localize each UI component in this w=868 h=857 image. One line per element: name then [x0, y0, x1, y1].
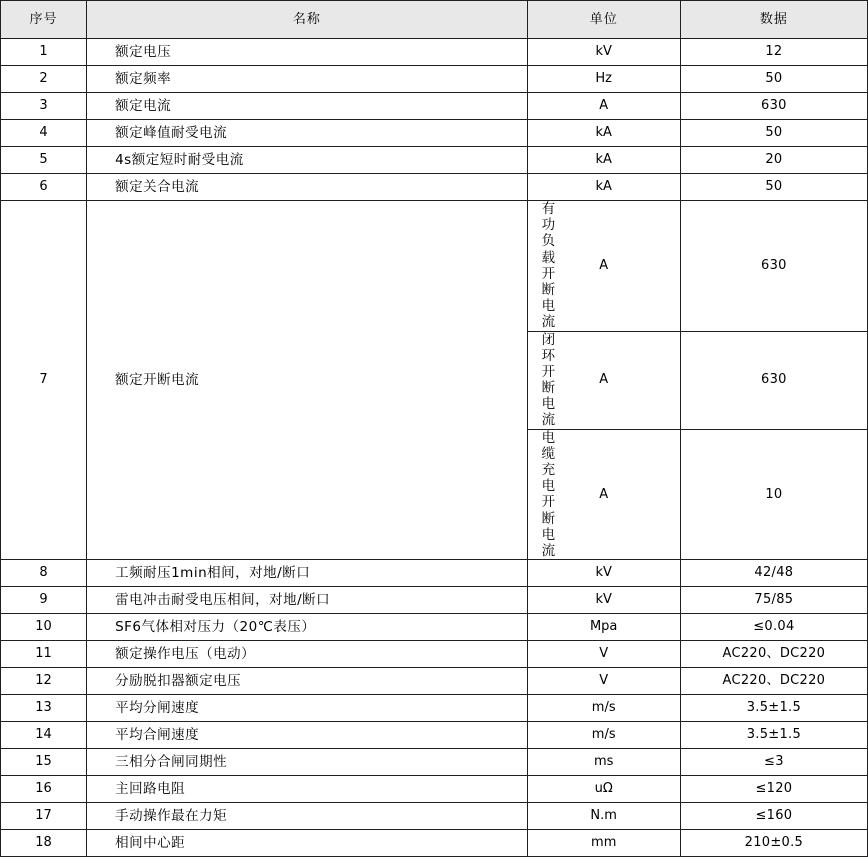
cell-no: 7: [1, 201, 87, 560]
cell-unit: kV: [527, 39, 680, 66]
cell-name: 额定电压: [87, 39, 528, 66]
cell-data: ≤3: [680, 749, 867, 776]
cell-no: 13: [1, 695, 87, 722]
cell-data: 3.5±1.5: [680, 722, 867, 749]
table-row: [1, 695, 868, 722]
cell-no: 3: [1, 93, 87, 120]
table-header: [1, 1, 868, 39]
cell-unit: A: [527, 201, 680, 332]
cell-name: 额定电流: [87, 93, 528, 120]
cell-unit: kA: [527, 120, 680, 147]
table-row: [1, 749, 868, 776]
table-row: [1, 120, 868, 147]
cell-data: ≤160: [680, 803, 867, 830]
cell-no: 11: [1, 641, 87, 668]
cell-unit: ms: [527, 749, 680, 776]
cell-name: 主回路电阻: [87, 776, 528, 803]
cell-name: 平均分闸速度: [87, 695, 528, 722]
cell-data: 630: [680, 201, 867, 332]
cell-data: 210±0.5: [680, 830, 867, 857]
cell-name: 手动操作最在力矩: [87, 803, 528, 830]
header-cell-name: 名称: [87, 1, 528, 39]
cell-unit: kV: [527, 587, 680, 614]
table-row: [1, 93, 868, 120]
cell-unit: V: [527, 641, 680, 668]
cell-unit: kA: [527, 174, 680, 201]
cell-data: 630: [680, 93, 867, 120]
table-row: [1, 722, 868, 749]
cell-no: 6: [1, 174, 87, 201]
cell-data: 75/85: [680, 587, 867, 614]
cell-unit: A: [527, 429, 680, 560]
cell-name: 平均合闸速度: [87, 722, 528, 749]
table-row: [1, 147, 868, 174]
cell-name: SF6气体相对压力（20℃表压）: [87, 614, 528, 641]
cell-unit: V: [527, 668, 680, 695]
cell-no: 12: [1, 668, 87, 695]
cell-data: ≤0.04: [680, 614, 867, 641]
cell-data: 630: [680, 331, 867, 429]
cell-no: 18: [1, 830, 87, 857]
cell-name: 额定关合电流: [87, 174, 528, 201]
cell-no: 8: [1, 560, 87, 587]
cell-unit: A: [527, 331, 680, 429]
cell-unit: mm: [527, 830, 680, 857]
cell-data: 50: [680, 66, 867, 93]
cell-data: 3.5±1.5: [680, 695, 867, 722]
table-row: [1, 560, 868, 587]
table-row: [1, 614, 868, 641]
header-cell-data: 数据: [680, 1, 867, 39]
table-row: [1, 587, 868, 614]
cell-name: 雷电冲击耐受电压相间，对地/断口: [87, 587, 528, 614]
cell-data: AC220、DC220: [680, 641, 867, 668]
table-row: [1, 830, 868, 857]
cell-name-group: 额定开断电流: [87, 201, 528, 560]
cell-no: 5: [1, 147, 87, 174]
header-row: [1, 1, 868, 39]
cell-name: 三相分合闸同期性: [87, 749, 528, 776]
cell-name: 额定操作电压（电动）: [87, 641, 528, 668]
cell-data: 20: [680, 147, 867, 174]
cell-no: 17: [1, 803, 87, 830]
table-row: [1, 201, 868, 332]
cell-no: 4: [1, 120, 87, 147]
cell-unit: Hz: [527, 66, 680, 93]
cell-unit: uΩ: [527, 776, 680, 803]
cell-no: 15: [1, 749, 87, 776]
cell-data: AC220、DC220: [680, 668, 867, 695]
cell-data: 50: [680, 174, 867, 201]
cell-data: 50: [680, 120, 867, 147]
cell-unit: kA: [527, 147, 680, 174]
cell-unit: m/s: [527, 695, 680, 722]
cell-name: 额定峰值耐受电流: [87, 120, 528, 147]
cell-name: 分励脱扣器额定电压: [87, 668, 528, 695]
cell-name: 相间中心距: [87, 830, 528, 857]
cell-unit: kV: [527, 560, 680, 587]
table-row: [1, 803, 868, 830]
cell-no: 16: [1, 776, 87, 803]
table-row: [1, 66, 868, 93]
cell-no: 14: [1, 722, 87, 749]
cell-no: 10: [1, 614, 87, 641]
cell-name: 工频耐压1min相间，对地/断口: [87, 560, 528, 587]
table-row: [1, 174, 868, 201]
table-row: [1, 776, 868, 803]
header-cell-unit: 单位: [527, 1, 680, 39]
cell-unit: m/s: [527, 722, 680, 749]
cell-name: 4s额定短时耐受电流: [87, 147, 528, 174]
table-body: [1, 39, 868, 857]
cell-name: 额定频率: [87, 66, 528, 93]
table-row: [1, 641, 868, 668]
table-row: [1, 668, 868, 695]
cell-unit: A: [527, 93, 680, 120]
cell-no: 9: [1, 587, 87, 614]
header-cell-no: 序号: [1, 1, 87, 39]
cell-data: 42/48: [680, 560, 867, 587]
cell-unit: N.m: [527, 803, 680, 830]
cell-unit: Mpa: [527, 614, 680, 641]
cell-no: 2: [1, 66, 87, 93]
table-row: [1, 39, 868, 66]
cell-no: 1: [1, 39, 87, 66]
cell-data: ≤120: [680, 776, 867, 803]
cell-data: 10: [680, 429, 867, 560]
cell-data: 12: [680, 39, 867, 66]
